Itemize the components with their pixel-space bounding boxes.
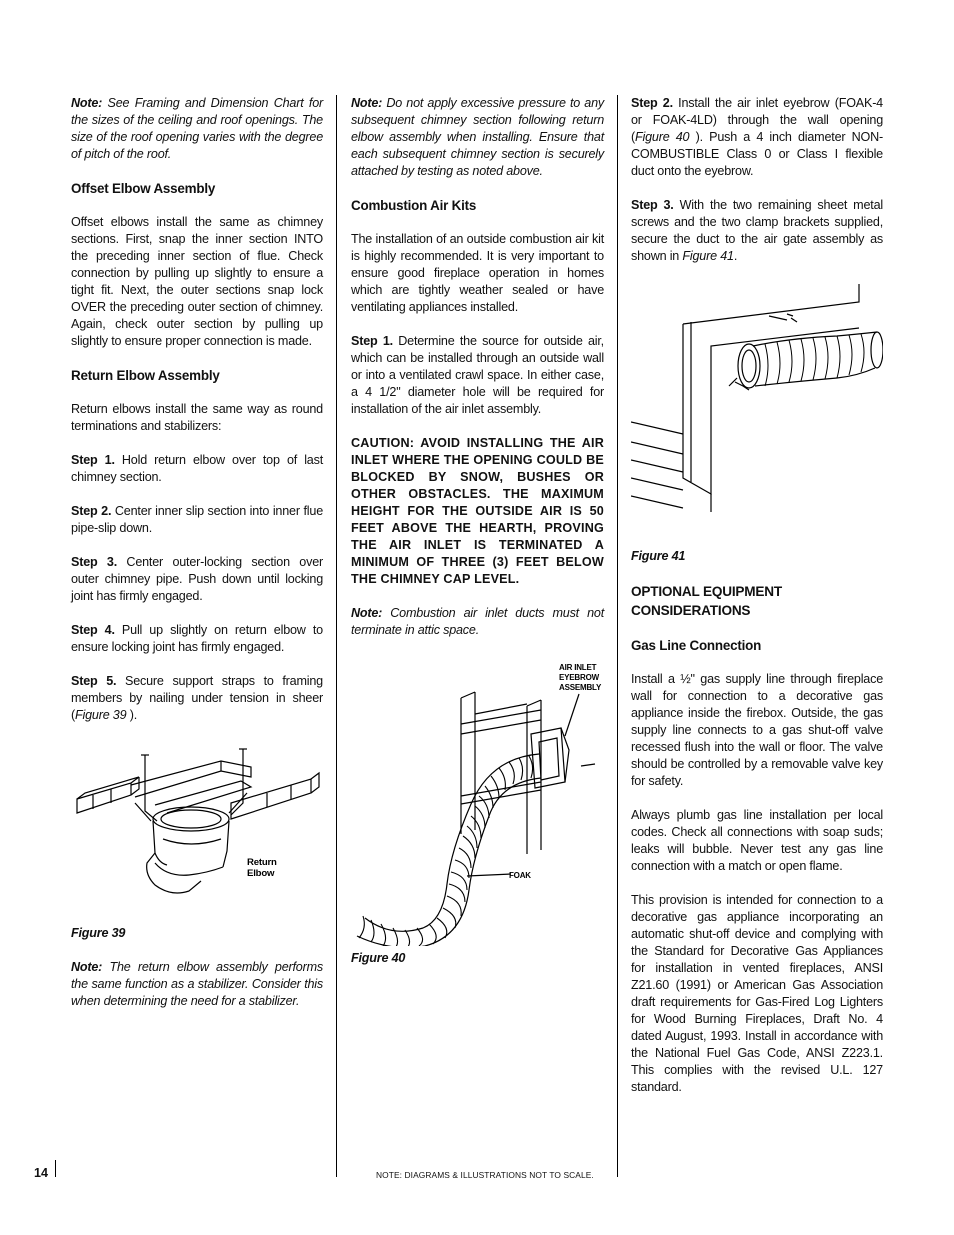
page-number: 14 xyxy=(34,1166,49,1180)
footer-scale-note: NOTE: DIAGRAMS & ILLUSTRATIONS NOT TO SCALE. xyxy=(376,1170,594,1180)
figure-39-return-elbow-illustration xyxy=(71,741,323,903)
figure-40-label-line1: AIR INLET xyxy=(559,663,597,672)
figure-40-label-line3: ASSEMBLY xyxy=(559,683,602,692)
stabilizer-note: Note: The return elbow assembly performs the same function as a stabilizer. Consider this when determining the need for a stabilizer. xyxy=(71,960,323,1008)
column-3 xyxy=(631,95,883,1113)
combustion-air-text: The installation of an outside combustion air kit is highly recommended. It is very important to ensure good fireplace operation in homes which are tightly weather sealed or have ventilating appliances installed. xyxy=(351,232,604,314)
column-divider-left xyxy=(55,1160,56,1177)
figure-40-air-inlet-illustration xyxy=(351,654,604,946)
gas-text-2: Always plumb gas line installation per local codes. Check all connections with soap suds; leaks will bubble. Never test any gas line connection with a match or open flame. xyxy=(631,808,883,873)
attic-note: Note: Combustion air inlet ducts must not terminate in attic space. xyxy=(351,606,604,637)
figure-40-label-foak: FOAK xyxy=(509,871,531,880)
figure-40-label-line2: EYEBROW xyxy=(559,673,599,682)
duct-ribs xyxy=(359,756,533,946)
return-step-3: Step 3. Center outer-locking section over outer chimney pipe. Push down until locking joint has firmly engaged. xyxy=(71,555,323,603)
gas-line-heading: Gas Line Connection xyxy=(631,638,762,653)
figure-39-label-line2: Elbow xyxy=(247,868,275,879)
gas-text-1: Install a ½" gas supply line through fireplace wall for connection to a decorative gas appliance inside the firebox. Outside, the gas supply line connects to a gas shut-off valve recessed flush into the wall or floor. The valve should be controlled by a removable valve key for safety. xyxy=(631,672,883,788)
figure-41-duct-illustration xyxy=(631,282,883,532)
air-step-2: Step 2. Install the air inlet eyebrow (FOAK-4 or FOAK-4LD) through the wall opening (Figure 40 ). Push a 4 inch diameter NON-COMBUSTIBLE Class 0 or Class I flexible duct onto the eyebrow. xyxy=(631,96,883,178)
return-step-5: Step 5. Secure support straps to framing members by nailing under tension in sheer (Figure 39 ). xyxy=(71,674,323,722)
figure-40-caption: Figure 40 xyxy=(351,951,406,965)
framing-note: Note: See Framing and Dimension Chart for the sizes of the ceiling and roof openings. The size of the roof opening varies with the degree of pitch of the roof. xyxy=(71,96,323,161)
combustion-air-heading: Combustion Air Kits xyxy=(351,198,477,213)
air-step-1: Step 1. Determine the source for outside air, which can be installed through an outside wall or into a ventilated crawl space. In either case, a 4 1/2" diameter hole will be required for installation of the air inlet assembly. xyxy=(351,334,604,416)
return-elbow-heading: Return Elbow Assembly xyxy=(71,368,220,383)
return-step-2: Step 2. Center inner slip section into inner flue pipe-slip down. xyxy=(71,504,323,535)
figure-39-caption: Figure 39 xyxy=(71,926,126,940)
offset-elbow-heading: Offset Elbow Assembly xyxy=(71,181,216,196)
column-2 xyxy=(351,95,604,984)
air-step-3: Step 3. With the two remaining sheet metal screws and the two clamp brackets supplied, secure the duct to the air gate assembly as shown in Figure 41. xyxy=(631,198,883,263)
gas-text-3: This provision is intended for connection to a decorative gas appliance incorporating an automatic shut-off device and complying with the Standard for Decorative Gas Appliances for installation in vented fireplaces, ANSI Z21.60 (1991) or American Gas Association draft requirements for Gas-Fired Log Lighters for Wood Burning Fireplaces, Draft No. 4 dated August, 1993. Install in accordance with the National Fuel Gas Code, ANSI Z223.1. This complies with the revised U.L. 127 standard. xyxy=(631,893,883,1094)
column-1 xyxy=(71,95,323,1027)
return-elbow-intro: Return elbows install the same way as round terminations and stabilizers: xyxy=(71,402,323,433)
return-step-4: Step 4. Pull up slightly on return elbow to ensure locking joint has firmly engaged. xyxy=(71,623,323,654)
column-divider-right xyxy=(617,95,618,1177)
column-divider-middle xyxy=(336,95,337,1177)
pressure-note: Note: Do not apply excessive pressure to any subsequent chimney section following return elbow assembly when installing. Ensure that each subsequent chimney section is securely attached by testing as noted above. xyxy=(351,96,604,178)
offset-elbow-text: Offset elbows install the same as chimney sections. First, snap the inner section INTO the preceding inner section of flue. Check connection by pulling up slightly to ensure a tight fit. Next, the outer sections snap lock OVER the preceding outer section of chimney. Again, check outer section by pulling up slightly to ensure proper connection is made. xyxy=(71,215,323,348)
return-step-1: Step 1. Hold return elbow over top of last chimney section. xyxy=(71,453,323,484)
figure-39-label-line1: Return xyxy=(247,857,277,868)
figure-41-caption: Figure 41 xyxy=(631,549,686,563)
caution-text: CAUTION: AVOID INSTALLING THE AIR INLET WHERE THE OPENING COULD BE BLOCKED BY SNOW, BUSHES OR OTHER OBSTACLES. THE MAXIMUM HEIGHT FOR THE OUTSIDE AIR IS 50 FEET ABOVE THE HEARTH, PROVING THE AIR INLET IS TERMINATED A MINIMUM OF THREE (3) FEET BELOW THE CHIMNEY CAP LEVEL. xyxy=(351,436,604,586)
optional-equipment-heading: OPTIONAL EQUIPMENT CONSIDERATIONS xyxy=(631,584,782,618)
